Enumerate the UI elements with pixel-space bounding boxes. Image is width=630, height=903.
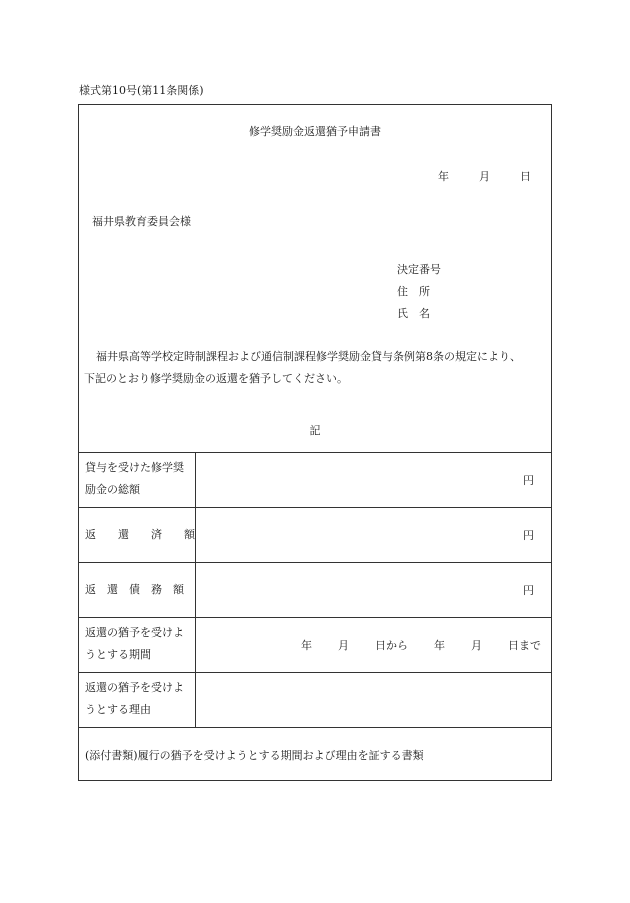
request-body-line-1: 福井県高等学校定時制課程および通信制課程修学奨励金貸与条例第8条の規定により、 [96, 350, 521, 363]
request-body [84, 346, 521, 390]
attachment-note: (添付書類)履行の猶予を受けようとする期間および理由を証する書類 [85, 749, 424, 762]
date-year: 年 [438, 170, 449, 183]
request-body-line-2: 下記のとおり修学奨励金の返還を猶予してください。 [84, 372, 348, 385]
address-label: 住 所 [397, 285, 430, 298]
form-number-label: 様式第10号(第11条関係) [79, 84, 204, 97]
decision-number-label: 決定番号 [397, 263, 441, 276]
deferment-period-label: 返還の猶予を受けよ うとする期間 [85, 626, 184, 661]
date-month: 月 [479, 170, 490, 183]
repaid-amount-unit: 円 [523, 529, 534, 542]
application-form [78, 104, 552, 781]
applicant-block [397, 259, 441, 325]
name-label: 氏 名 [397, 307, 430, 320]
table-rule [79, 727, 551, 728]
total-amount-unit: 円 [523, 474, 534, 487]
table-rule [79, 507, 551, 508]
deferment-period-range: 年 月 日から 年 月 日まで [301, 639, 541, 652]
addressee: 福井県教育委員会様 [92, 215, 191, 228]
total-amount-label: 貸与を受けた修学奨 励金の総額 [85, 461, 184, 496]
owed-amount-label: 返 還 債 務 額 [85, 583, 184, 596]
table-top-rule [79, 452, 551, 453]
repaid-amount-label: 返 還 済 額 [85, 528, 195, 541]
date-day: 日 [520, 170, 531, 183]
form-title: 修学奨励金返還猶予申請書 [249, 125, 381, 138]
table-rule [79, 617, 551, 618]
date-line [438, 168, 531, 184]
owed-amount-unit: 円 [523, 584, 534, 597]
table-column-rule [195, 452, 196, 727]
table-rule [79, 672, 551, 673]
table-rule [79, 562, 551, 563]
deferment-reason-label: 返還の猶予を受けよ うとする理由 [85, 681, 184, 716]
ki-heading: 記 [309, 424, 321, 437]
